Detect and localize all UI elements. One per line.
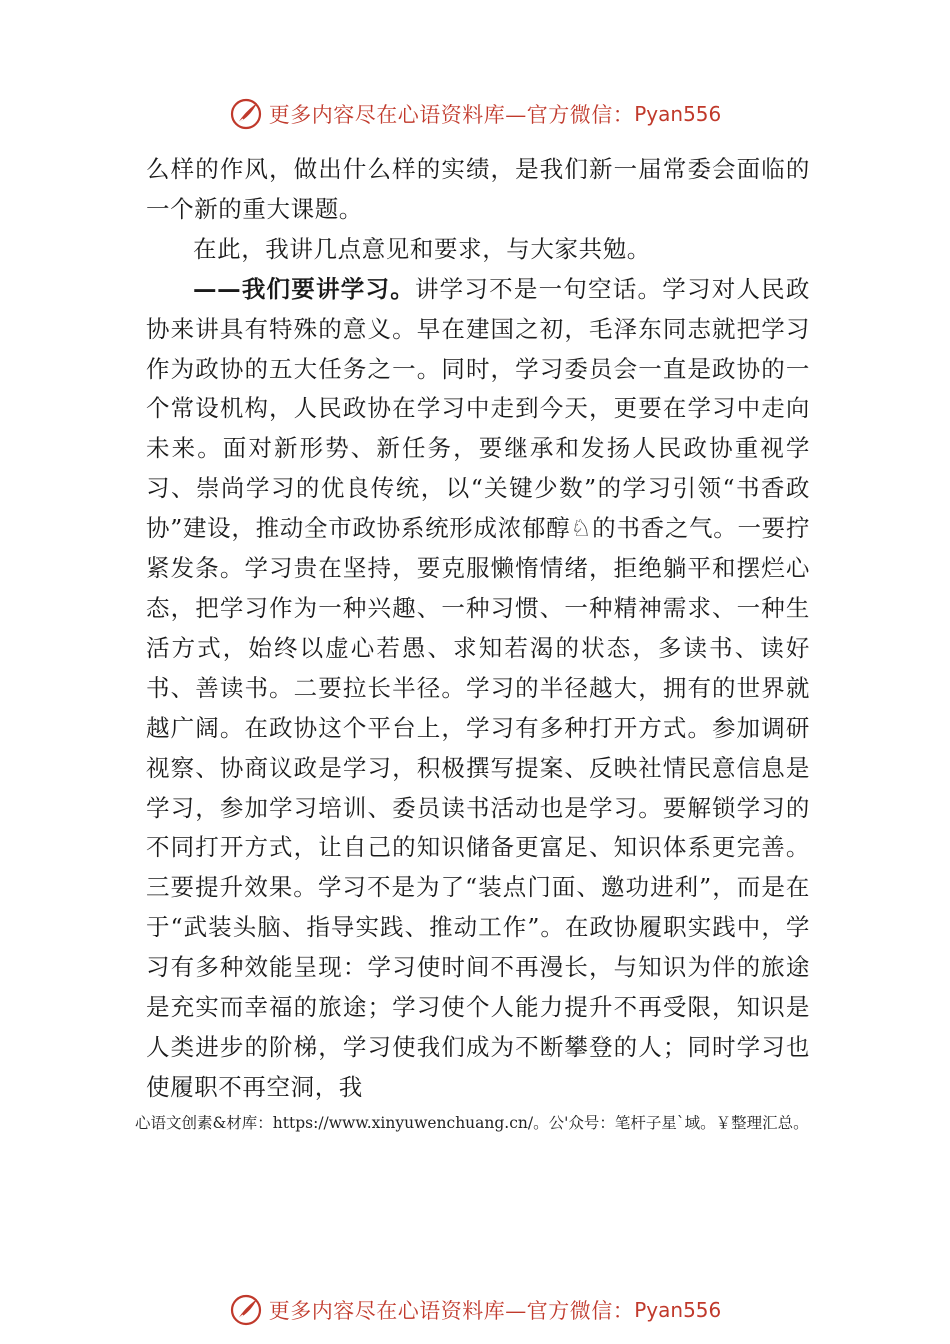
- footer-banner: [0, 1290, 950, 1330]
- header-banner-wechat: Pyan556: [634, 102, 722, 126]
- paragraph-3-lead: ——我们要讲学习。: [193, 274, 415, 303]
- paragraph-3-text: 讲学习不是一句空话。学习对人民政协来讲具有特殊的意义。早在建国之初，毛泽东同志就把学习作为政协的五大任务之一。同时，学习委员会一直是政协的一个常设机构，人民政协在学习中走到今天，更要在学习中走向未来。面对新形势、新任务，要继承和发扬人民政协重视学习、崇尚学习的优良传统，以“关键少数”的学习引领“书香政协”建设，推动全市政协系统形成浓郁醇♘的书香之气。一要拧紧发条。学习贵在坚持，要克服懒惰情绪，拒绝躺平和摆烂心态，把学习作为一种兴趣、一种习惯、一种精神需求、一种生活方式，始终以虚心若愚、求知若渴的状态，多读书、读好书、善读书。二要拉长半径。学习的半径越大，拥有的世界就越广阔。在政协这个平台上，学习有多种打开方式。参加调研视察、协商议政是学习，积极撰写提案、反映社情民意信息是学习，参加学习培训、委员读书活动也是学习。要解锁学习的不同打开方式，让自己的知识储备更富足、知识体系更完善。三要提升效果。学习不是为了“装点门面、邀功进利”，而是在于“武装头脑、指导实践、推动工作”。在政协履职实践中，学习有多种效能呈现：学习使时间不再漫长，与知识为伴的旅途是充实而幸福的旅途；学习使个人能力提升不再受限，知识是人类进步的阶梯，学习使我们成为不断攀登的人；同时学习也使履职不再空洞，我: [146, 274, 810, 1101]
- source-footnote: 心语文创素&材库：https://www.xinyuwenchuang.cn/。公'众号：笔杆子星`域。￥整理汇总。: [135, 1114, 809, 1132]
- header-banner-text: 更多内容尽在心语资料库—官方微信：: [268, 103, 635, 127]
- footer-banner-text: 更多内容尽在心语资料库—官方微信：: [268, 1299, 635, 1323]
- footer-banner-wechat: Pyan556: [634, 1298, 722, 1322]
- document-body: [146, 150, 810, 1108]
- paragraph-3: [146, 270, 810, 1108]
- quill-logo-icon: [229, 97, 263, 131]
- paragraph-2: 在此，我讲几点意见和要求，与大家共勉。: [193, 234, 651, 263]
- paragraph-1: 么样的作风，做出什么样的实绩，是我们新一届常委会面临的一个新的重大课题。: [146, 155, 810, 223]
- quill-logo-icon: [229, 1293, 263, 1327]
- header-banner: [0, 94, 950, 134]
